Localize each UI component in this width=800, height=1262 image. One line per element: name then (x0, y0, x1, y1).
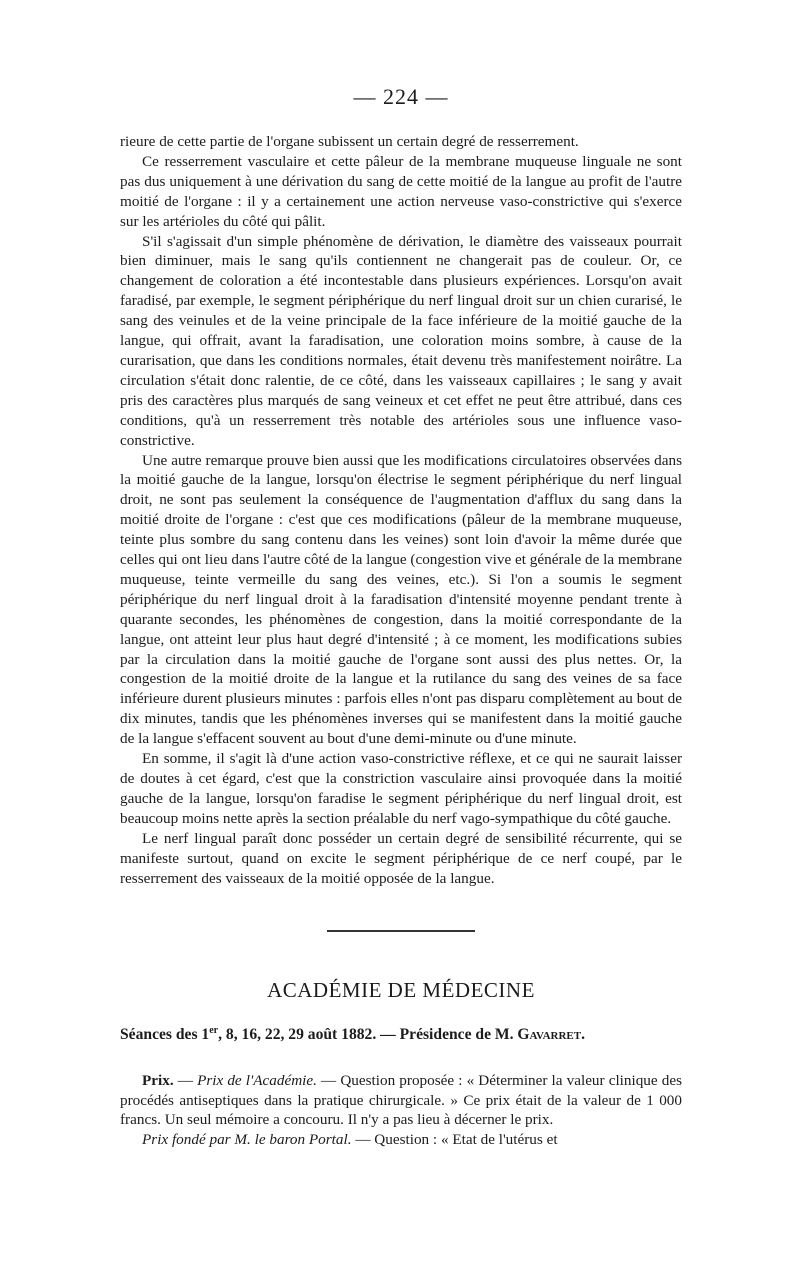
prize-label: Prix. (142, 1071, 174, 1089)
president-name: Gavarret (517, 1026, 582, 1044)
article-body (120, 132, 682, 888)
paragraph: Une autre remarque prouve bien aussi que les modifications circulatoires observées dans la moitié gauche de la langue, lorsqu'on électrise le segment périphérique du nerf lingual droit, ne sont pas seulement la conséquence de l'augmentation d'afflux du sang dans la moitié droite de l'organe : c'est que ces modifications (pâleur de la membrane muqueuse, teinte plus sombre du sang contenu dans les veines) sont loin d'avoir la même durée que celles qui ont lieu dans l'autre côté de la langue (congestion vive et générale de la membrane muqueuse, teinte vermeille du sang des veines, etc.). Si l'on a soumis le segment périphérique du nerf lingual droit à la faradisation d'intensité moyenne pendant trente à quarante secondes, les phénomènes de congestion, dans la moitié correspondante de la langue, ont atteint leur plus haut degré d'intensité ; à ce moment, les modifications subies par la circulation dans la moitié gauche de l'organe sont aussi des plus nettes. Or, la congestion de la moitié droite de la langue et la rutilance du sang des veines de sa face inférieure durent plusieurs minutes : parfois elles n'ont pas disparu complètement au bout de dix minutes, tandis que les phénomènes inverses qui se manifestent dans la moitié gauche de la langue s'effacent souvent au bout d'une demi-minute ou d'une minute. (120, 451, 682, 748)
section-divider (327, 930, 475, 932)
prize-portal-title: Prix fondé par M. le baron Portal. (142, 1131, 352, 1149)
paragraph: Le nerf lingual paraît donc posséder un certain degré de sensibilité récurrente, qui se manifeste surtout, quand on excite le segment périphérique de ce nerf coupé, par le resserrement des vaisseaux de la moitié opposée de la langue. (120, 829, 682, 887)
prize-academie-text: — Question proposée : « Déterminer la valeur clinique des procédés antiseptiques dans la pratique chirurgicale. » Ce prix était de la valeur de 1 000 francs. Un seul mémoire a concouru. Il n'y a pas lieu à décerner le prix. (120, 1071, 682, 1129)
session-prefix: Séances des 1 (120, 1026, 210, 1044)
prize-paragraph (120, 1130, 682, 1150)
prize-paragraph (120, 1071, 682, 1131)
prize-academie-title: Prix de l'Académie. (197, 1071, 317, 1089)
paragraph: S'il s'agissait d'un simple phénomène de dérivation, le diamètre des vaisseaux pourrait bien diminuer, mais le sang qu'ils contiennent ne changerait pas de couleur. Or, ce changement de coloration a été incontestable dans plusieurs expériences. Lorsqu'on avait faradisé, par exemple, le segment périphérique du nerf lingual droit sur un chien curarisé, le sang des veinules et de la veine principale de la face inférieure de la moitié gauche de la langue, qui offrait, avant la faradisation, une coloration moins sombre, à cause de la curarisation, que dans les conditions normales, était devenu très manifestement noirâtre. La circulation s'était donc ralentie, de ce côté, dans les vaisseaux capillaires ; le sang y avait pris des caractères plus marqués de sang veineux et cet effet ne peut être attribué, dans ces conditions, qu'à un resserrement très notable des artérioles sous une influence vaso-constrictive. (120, 232, 682, 449)
prize-portal-text: — Question : « Etat de l'utérus et (351, 1131, 558, 1149)
prize-dash: — (173, 1071, 198, 1089)
page-number: — 224 — (353, 84, 449, 109)
paragraph: rieure de cette partie de l'organe subissent un certain degré de resserrement. (120, 133, 579, 150)
paragraph: En somme, il s'agit là d'une action vaso-constrictive réflexe, et ce qui ne saurait laisser de doutes à cet égard, c'est que la constriction vasculaire ainsi provoquée dans la moitié gauche de la langue, lorsqu'on faradise le segment périphérique du nerf lingual droit, est beaucoup moins nette après la section préalable du nerf vago-sympathique du côté gauche. (120, 750, 682, 827)
paragraph: Ce resserrement vasculaire et cette pâleur de la membrane muqueuse linguale ne sont pas dus uniquement à une dérivation du sang de cette moitié de la langue au profit de l'autre moitié de l'organe : il y a certainement une action nerveuse vaso-constrictive qui s'exerce sur les artérioles du côté qui pâlit. (120, 152, 682, 230)
session-line (120, 1025, 682, 1044)
session-suffix: . (581, 1026, 585, 1044)
session-dates: , 8, 16, 22, 29 août 1882. — Présidence de M. (218, 1026, 518, 1044)
session-sup: er (209, 1025, 219, 1037)
prize-section (120, 1071, 682, 1151)
section-title: ACADÉMIE DE MÉDECINE (267, 978, 535, 1003)
